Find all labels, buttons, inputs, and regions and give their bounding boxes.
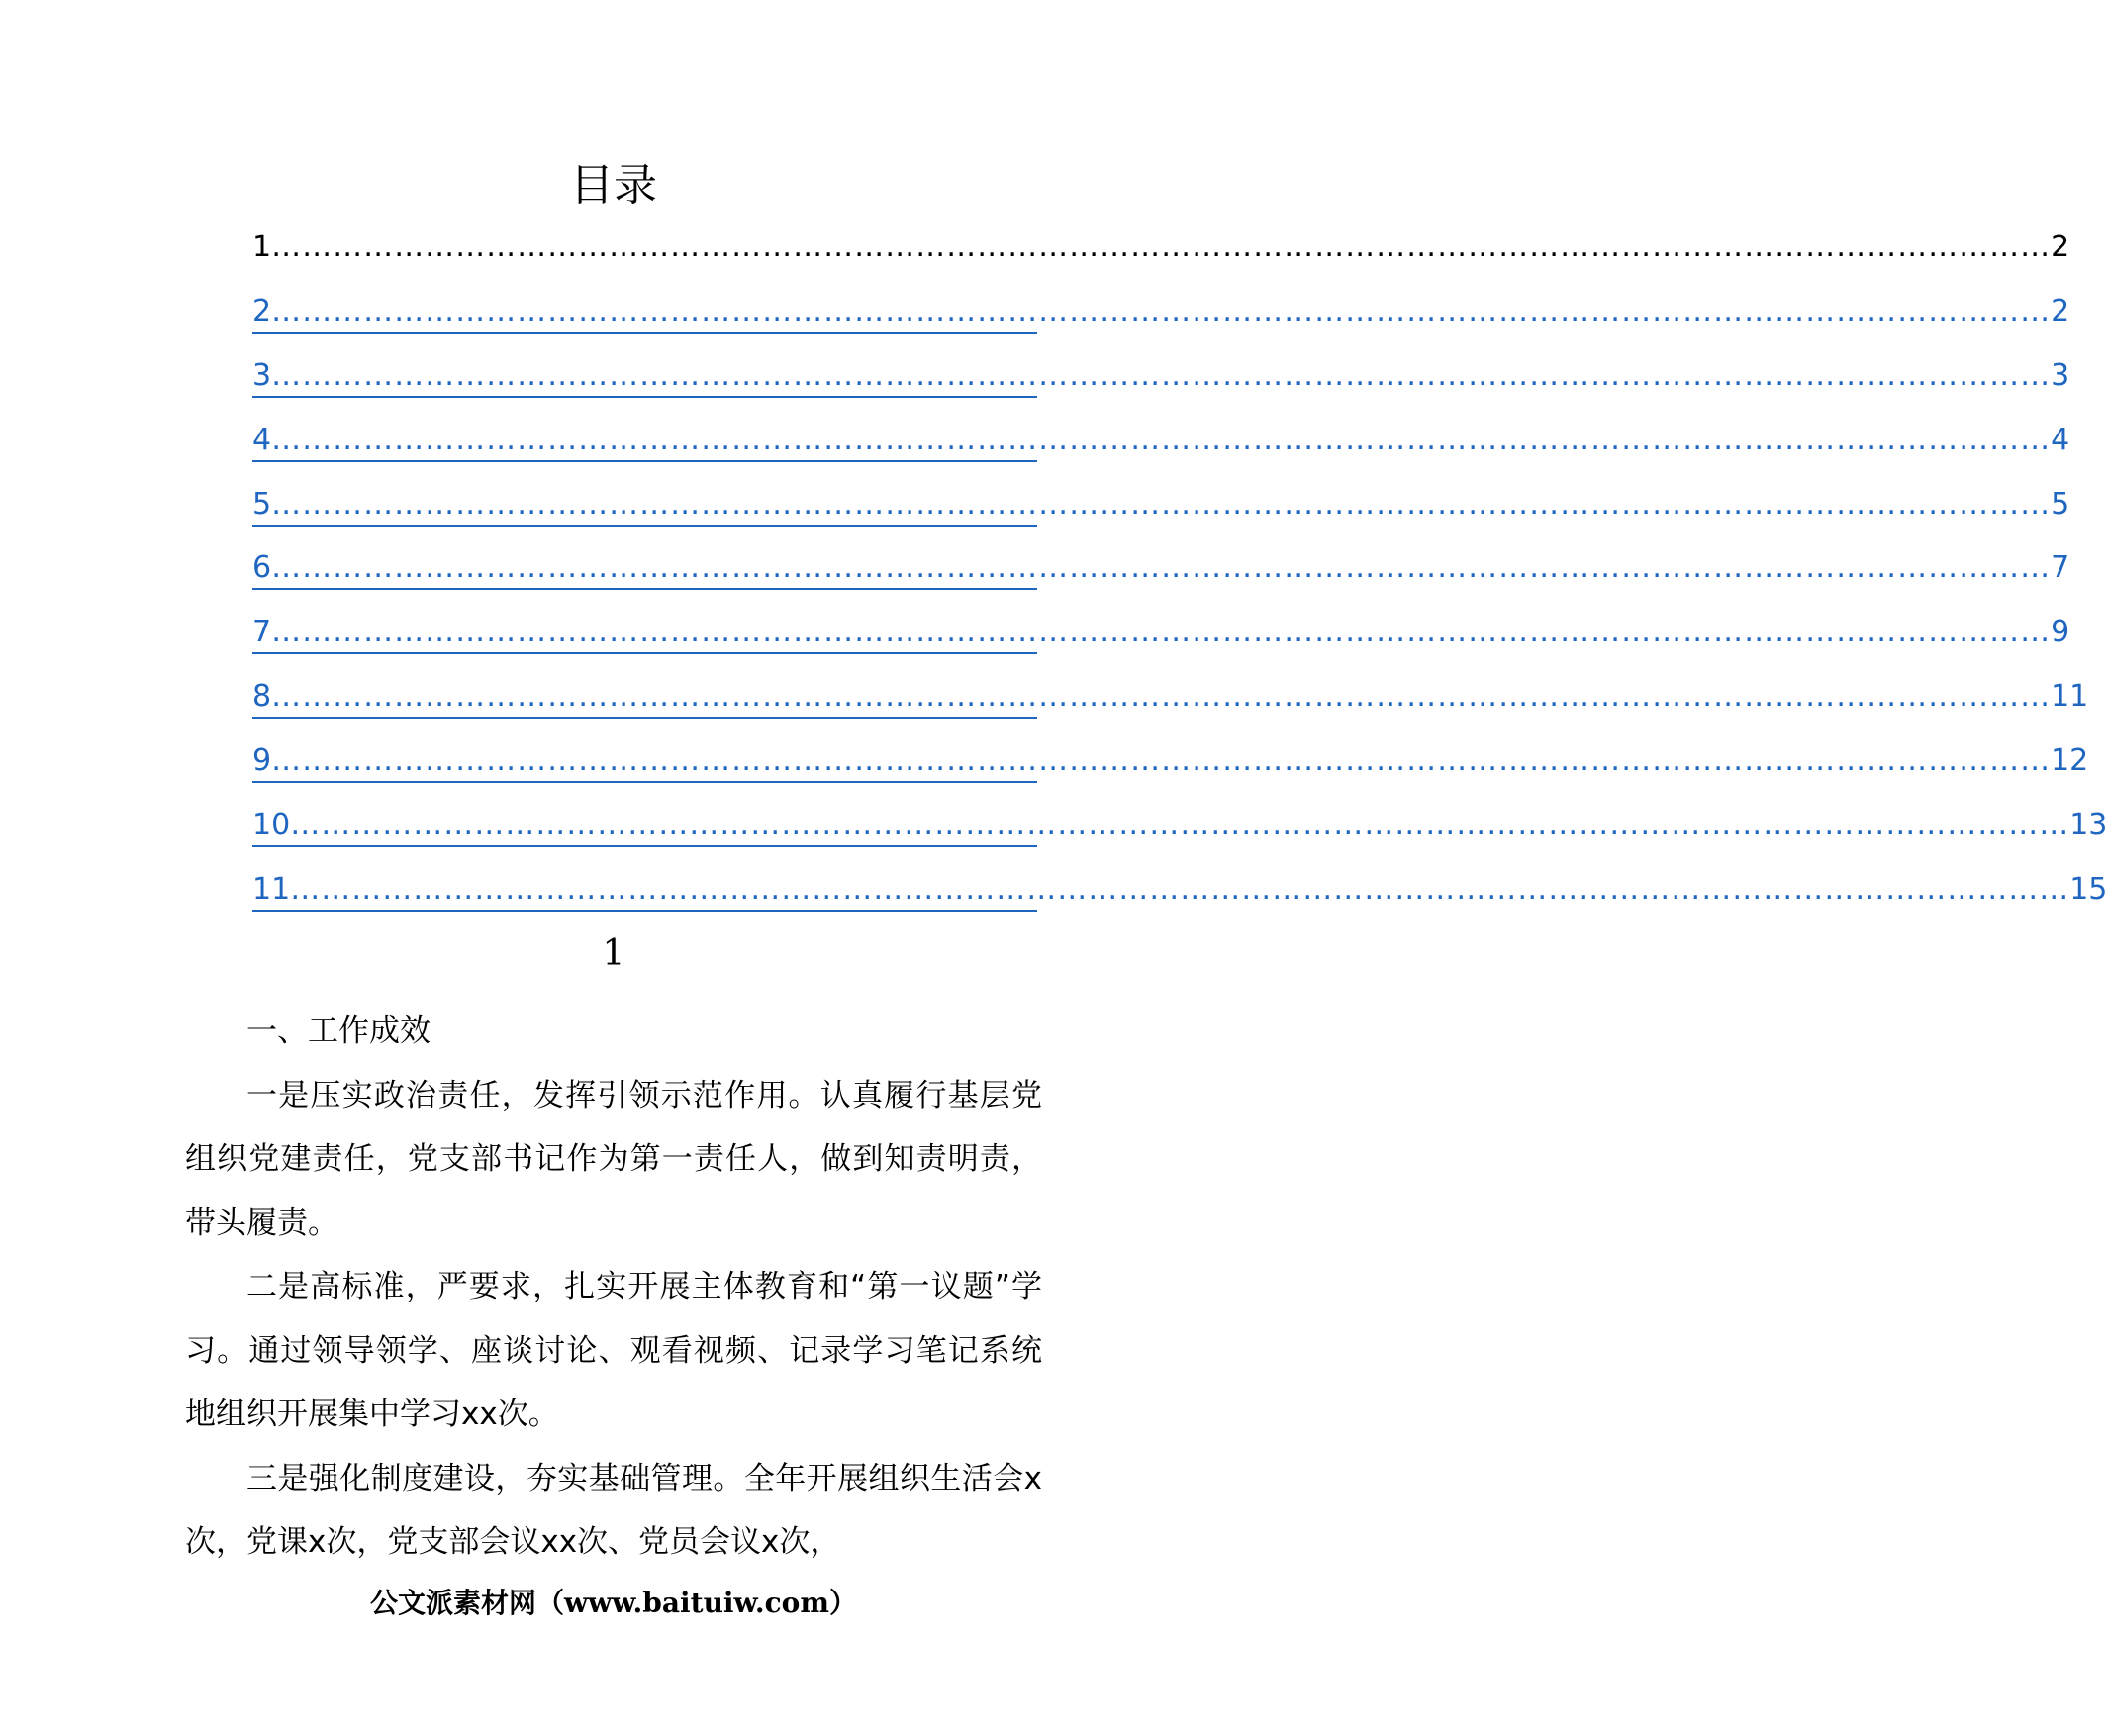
toc-entry-number: 1 (252, 230, 272, 264)
toc-entry-page: 13 (2069, 808, 2107, 843)
toc-entry-page: 2 (2051, 293, 2070, 329)
toc-entry-number: 11 (252, 871, 291, 907)
toc-leader-dots: ………………………………………………………………………………………………………………………………………………………… (271, 293, 2052, 329)
toc-leader-dots: ………………………………………………………………………………………………………………………………………………………… (271, 486, 2052, 522)
toc-entry-10[interactable] (252, 804, 2107, 868)
toc-leader-dots: ………………………………………………………………………………………………………………………………………………………… (271, 550, 2052, 586)
toc-leader-dots: ………………………………………………………………………………………………………………………………………………………… (271, 743, 2052, 779)
toc-entry-number: 5 (252, 486, 272, 522)
footer-watermark: 公文派素材网（www.baituiw.com） (370, 1587, 857, 1619)
toc-leader-dots: ………………………………………………………………………………………………………………………………………………………… (271, 357, 2052, 393)
toc-entry-number: 8 (252, 679, 272, 715)
toc-entry-page: 9 (2051, 615, 2070, 650)
toc-entry-1[interactable] (252, 226, 2070, 290)
toc-entry-8[interactable] (252, 675, 2089, 739)
toc-entry-9[interactable] (252, 739, 2089, 804)
toc-entry-number: 3 (252, 357, 272, 393)
toc-entry-7[interactable] (252, 611, 2070, 675)
toc-leader-dots: ………………………………………………………………………………………………………………………………………………………… (271, 230, 2052, 264)
toc-title: 目录 (570, 160, 657, 211)
body-paragraph: 一是压实政治责任，发挥引领示范作用。认真履行基层党组织党建责任，党支部书记作为第一责任人，做到知责明责，带头履责。 (185, 1077, 1042, 1241)
toc-entry-page: 3 (2051, 357, 2070, 393)
body-paragraph: 二是高标准，严要求，扎实开展主体教育和“第一议题”学习。通过领导领学、座谈讨论、观看视频、记录学习笔记系统地组织开展集中学习xx次。 (185, 1269, 1042, 1432)
toc-leader-dots: ………………………………………………………………………………………………………………………………………………………… (290, 808, 2070, 843)
toc-entry-5[interactable] (252, 483, 2070, 547)
toc-leader-dots: ………………………………………………………………………………………………………………………………………………………… (271, 422, 2052, 457)
toc-leader-dots: ………………………………………………………………………………………………………………………………………………………… (271, 679, 2052, 715)
toc-leader-dots: ………………………………………………………………………………………………………………………………………………………… (271, 615, 2052, 650)
toc-entry-number: 4 (252, 422, 272, 457)
body-text (185, 1000, 1042, 1575)
toc-entry-6[interactable] (252, 546, 2070, 611)
toc-entry-2[interactable] (252, 290, 2070, 354)
toc-entry-page: 15 (2069, 871, 2107, 907)
toc-leader-dots: ………………………………………………………………………………………………………………………………………………………… (290, 871, 2070, 907)
toc-entry-page: 12 (2051, 743, 2089, 779)
toc-entry-number: 2 (252, 293, 272, 329)
toc-entry-number: 10 (252, 808, 291, 843)
body-paragraph: 三是强化制度建设，夯实基础管理。全年开展组织生活会x次，党课x次，党支部会议xx次、党员会议x次， (185, 1460, 1042, 1560)
toc-entry-page: 7 (2051, 550, 2070, 586)
section-number: 1 (602, 933, 625, 974)
toc-entry-number: 6 (252, 550, 272, 586)
toc-entry-3[interactable] (252, 354, 2070, 419)
toc-entry-4[interactable] (252, 419, 2070, 483)
toc-entry-page: 4 (2051, 422, 2070, 457)
toc-entry-number: 7 (252, 615, 272, 650)
toc-entry-page: 11 (2051, 679, 2089, 715)
toc-entry-11[interactable] (252, 868, 2107, 932)
toc-entry-page: 2 (2051, 230, 2070, 264)
section-heading: 一、工作成效 (246, 1013, 431, 1049)
toc-entry-page: 5 (2051, 486, 2070, 522)
toc-entry-number: 9 (252, 743, 272, 779)
table-of-contents (252, 226, 2107, 932)
